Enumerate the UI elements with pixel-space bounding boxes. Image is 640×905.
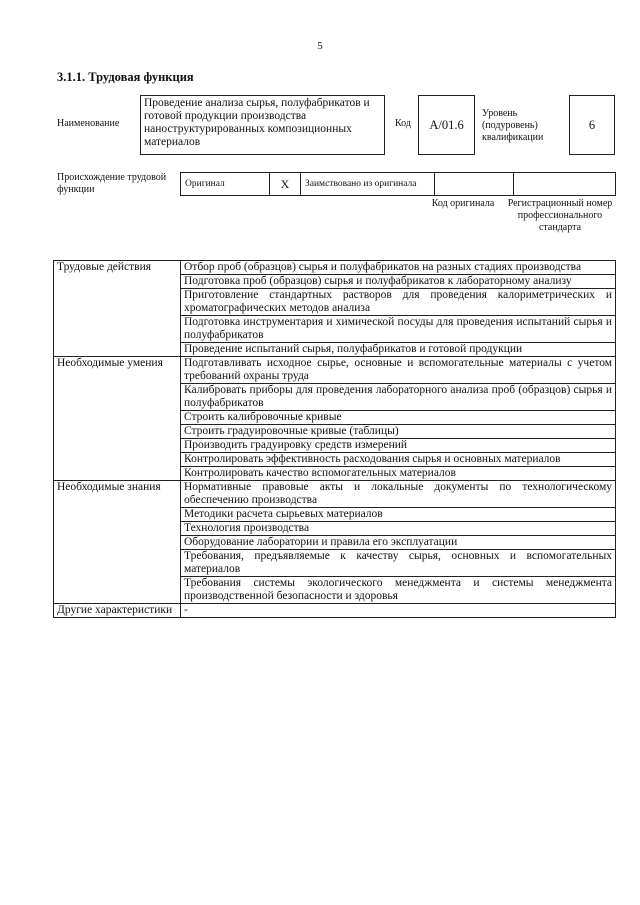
item-cell: Требования, предъявляемые к качеству сырья, основных и вспомогательных материалов (181, 550, 616, 577)
competency-table (53, 260, 616, 618)
qualification-level-box: 6 (569, 95, 615, 155)
item-cell: Контролировать качество вспомогательных материалов (181, 467, 616, 481)
function-code-box: А/01.6 (418, 95, 475, 155)
item-cell: Оборудование лаборатории и правила его эксплуатации (181, 536, 616, 550)
section-title: 3.1.1. Трудовая функция (57, 70, 194, 84)
function-name-box: Проведение анализа сырья, полуфабрикатов и готовой продукции производства наноструктурированных композиционных материалов (140, 95, 385, 155)
reg-number-cell (514, 173, 616, 196)
item-cell: Методики расчета сырьевых материалов (181, 508, 616, 522)
name-label: Наименование (57, 118, 120, 129)
table-row (54, 357, 616, 384)
item-cell: Подготовка инструментария и химической посуды для проведения испытаний сырья и полуфабрикатов (181, 316, 616, 343)
code-original-cell (435, 173, 514, 196)
category-cell: Необходимые знания (54, 481, 181, 604)
category-cell: Другие характеристики (54, 604, 181, 618)
table-row (54, 481, 616, 508)
item-cell: Нормативные правовые акты и локальные документы по технологическому обеспечению производства (181, 481, 616, 508)
category-cell: Необходимые умения (54, 357, 181, 481)
borrowed-label: Заимствовано из оригинала (305, 179, 417, 189)
item-cell: Строить калибровочные кривые (181, 411, 616, 425)
table-row (54, 604, 616, 618)
origin-table (180, 172, 616, 196)
page-number: 5 (317, 40, 323, 52)
category-cell: Трудовые действия (54, 261, 181, 357)
item-cell: Строить градуировочные кривые (таблицы) (181, 425, 616, 439)
item-cell: Технология производства (181, 522, 616, 536)
item-cell: - (181, 604, 616, 618)
original-label: Оригинал (185, 179, 225, 189)
original-cell (181, 173, 270, 196)
code-label: Код (395, 118, 411, 129)
item-cell: Подготавливать исходное сырье, основные и вспомогательные материалы с учетом требований охраны труда (181, 357, 616, 384)
origin-label: Происхождение трудовой функции (57, 172, 167, 195)
table-row (54, 261, 616, 275)
item-cell: Производить градуировку средств измерений (181, 439, 616, 453)
item-cell: Отбор проб (образцов) сырья и полуфабрикатов на разных стадиях производства (181, 261, 616, 275)
reg-number-caption: Регистрационный номер профессионального стандарта (507, 198, 613, 233)
original-mark: X (270, 173, 301, 196)
item-cell: Проведение испытаний сырья, полуфабрикатов и готовой продукции (181, 343, 616, 357)
item-cell: Калибровать приборы для проведения лабораторного анализа проб (образцов) сырья и полуфабрикатов (181, 384, 616, 411)
qualification-level-label: Уровень (подуровень) квалификации (482, 108, 544, 143)
code-original-caption: Код оригинала (431, 198, 495, 209)
item-cell: Контролировать эффективность расходования сырья и основных материалов (181, 453, 616, 467)
item-cell: Приготовление стандартных растворов для проведения калориметрических и хроматографических методов анализа (181, 289, 616, 316)
item-cell: Подготовка проб (образцов) сырья и полуфабрикатов к лабораторному анализу (181, 275, 616, 289)
item-cell: Требования системы экологического менеджмента и системы менеджмента производственной безопасности и здоровья (181, 577, 616, 604)
borrowed-cell (301, 173, 435, 196)
